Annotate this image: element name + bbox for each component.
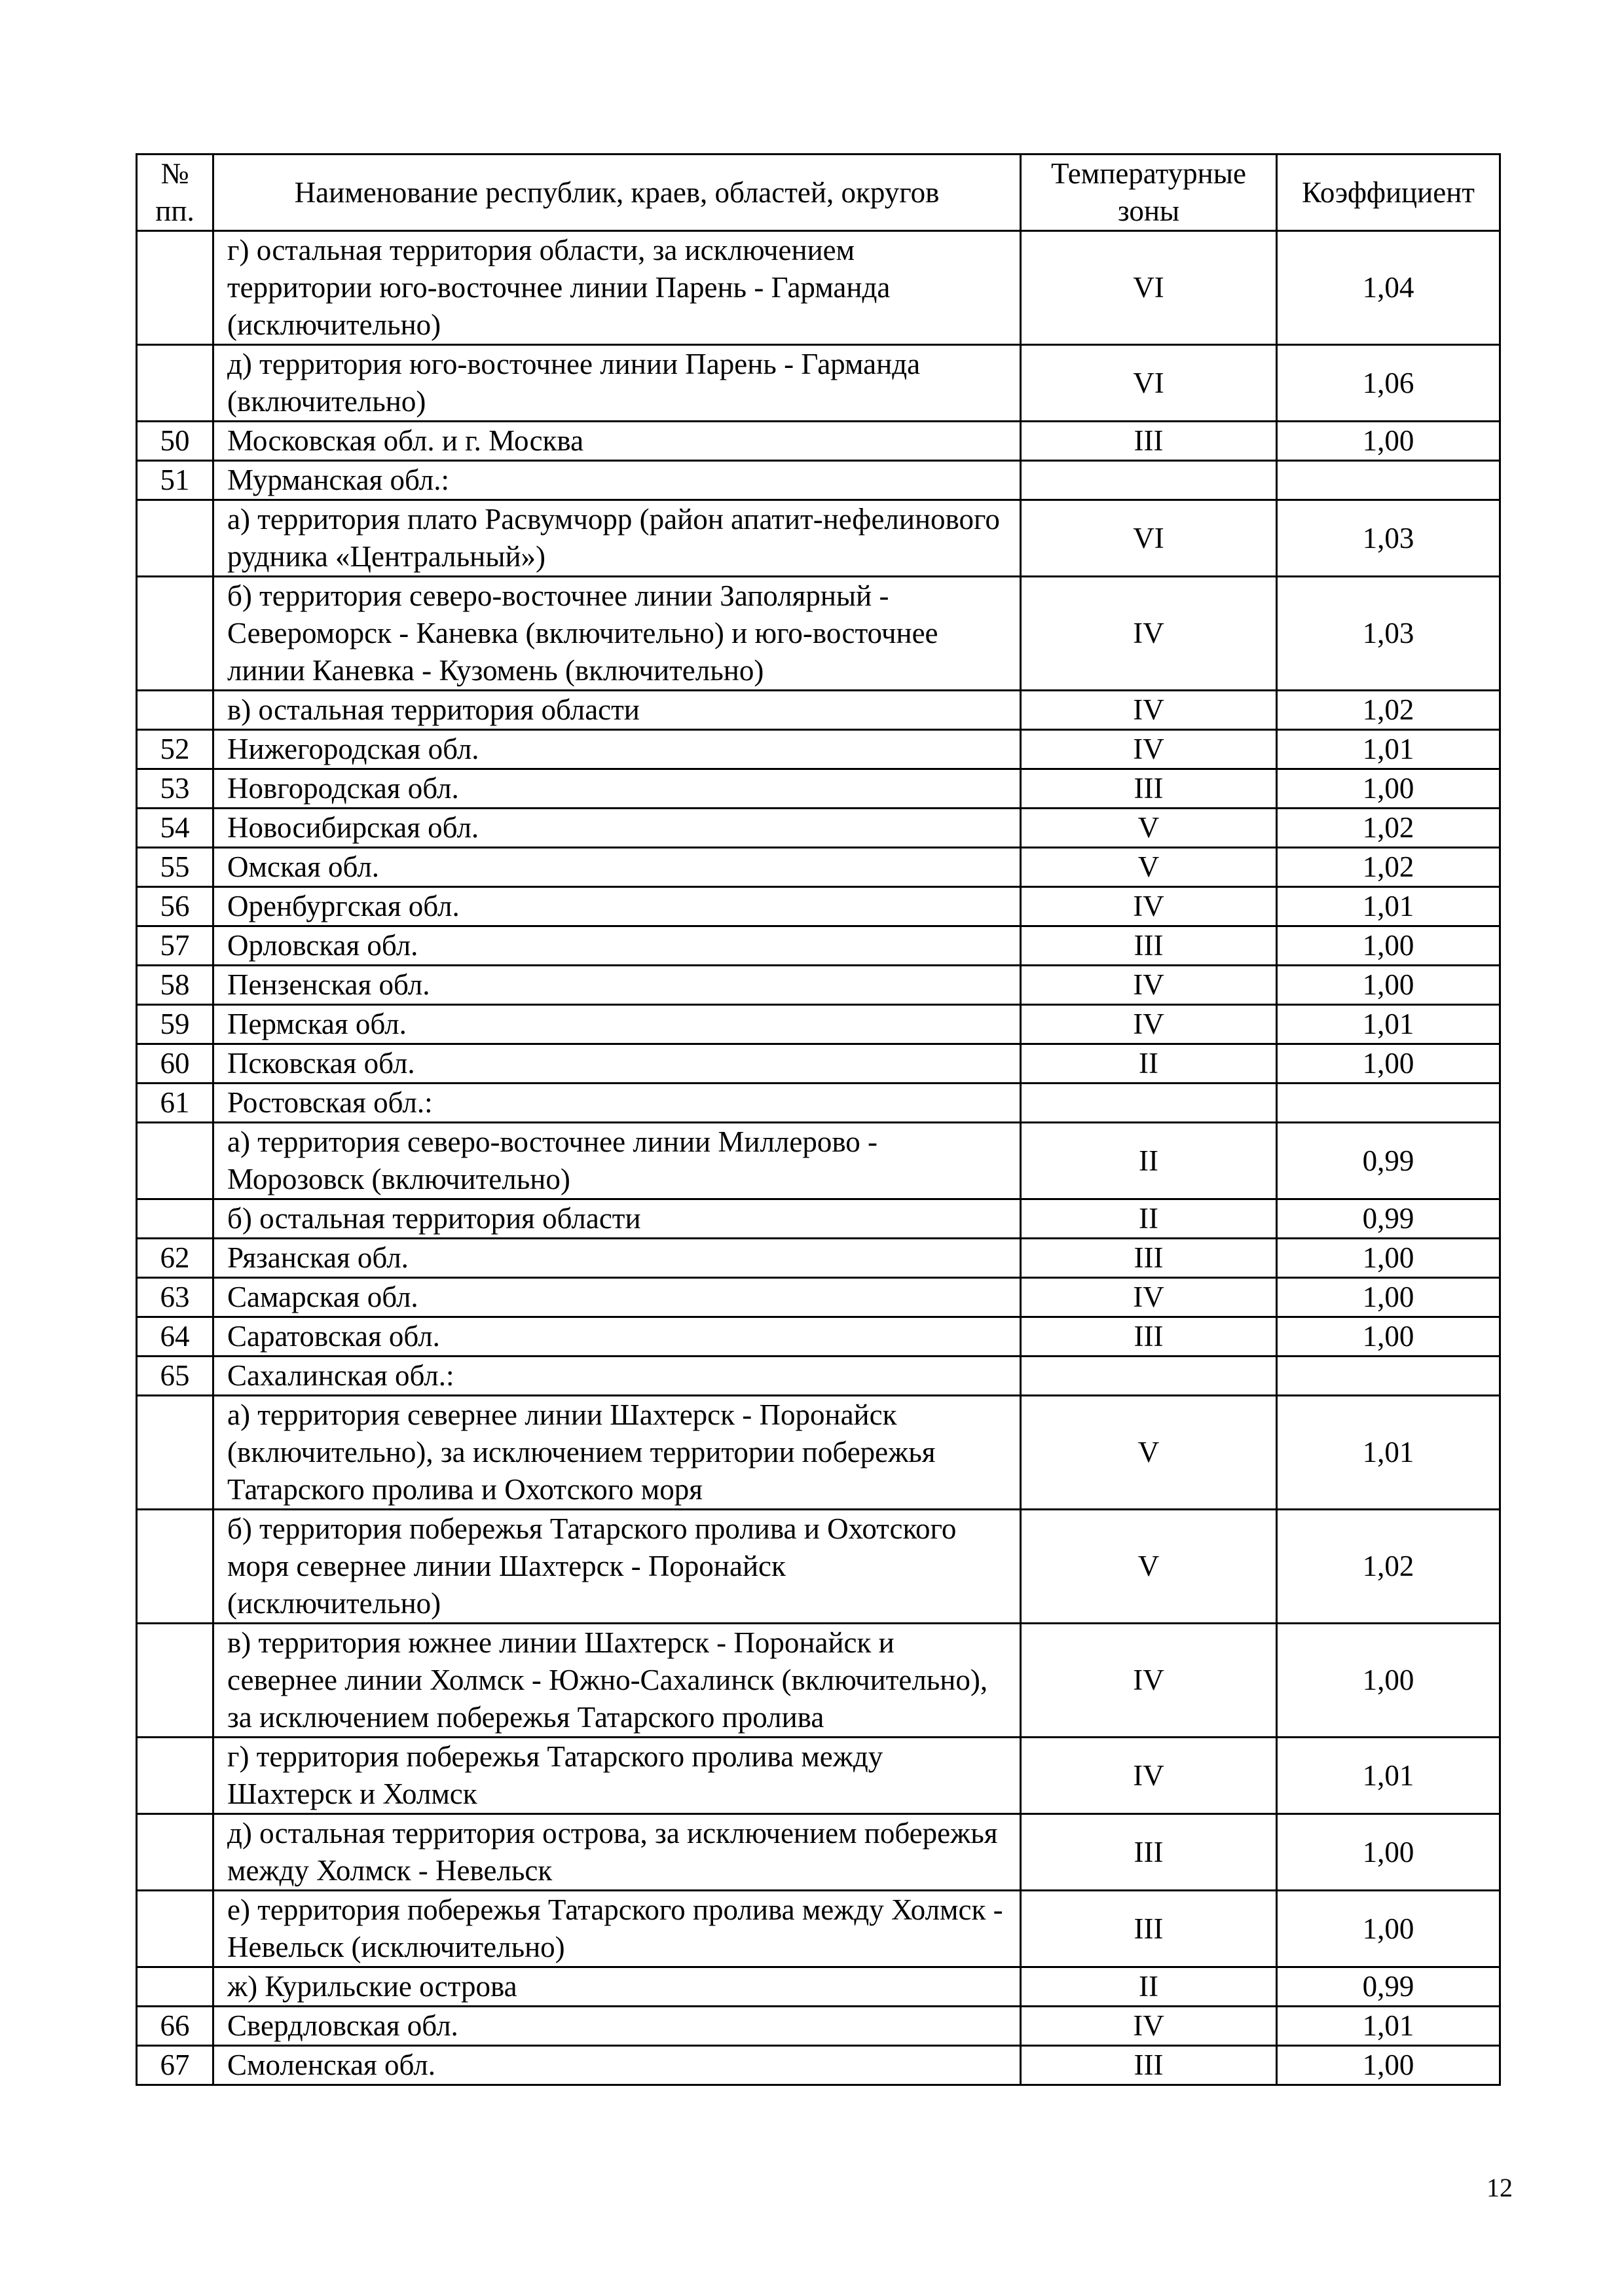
table-row [137,1891,1500,1967]
row-name: Саратовская обл. [213,1317,1021,1357]
row-zone: VI [1021,500,1277,577]
row-number: 62 [137,1239,213,1278]
table-row [137,1814,1500,1891]
row-zone: V [1021,848,1277,887]
row-coefficient: 0,99 [1277,1123,1500,1199]
row-name: Псковская обл. [213,1044,1021,1084]
row-number [137,231,213,345]
row-zone: V [1021,809,1277,848]
row-name: Пермская обл. [213,1005,1021,1044]
row-zone [1021,1084,1277,1123]
row-name: а) территория северо-восточнее линии Миллерово - Морозовск (включительно) [213,1123,1021,1199]
row-zone: III [1021,1814,1277,1891]
row-name: б) территория северо-восточнее линии Заполярный - Североморск - Каневка (включительно) и юго-восточнее линии Каневка - Кузомень (включительно) [213,577,1021,691]
table-row [137,1278,1500,1317]
row-number: 50 [137,422,213,461]
row-number [137,345,213,422]
row-coefficient: 0,99 [1277,1967,1500,2007]
row-zone: III [1021,1239,1277,1278]
row-number: 64 [137,1317,213,1357]
row-name: в) территория южнее линии Шахтерск - Поронайск и севернее линии Холмск - Южно-Сахалинск (включительно), за исключением побережья Татарского пролива [213,1624,1021,1738]
row-number: 60 [137,1044,213,1084]
row-coefficient: 1,00 [1277,1317,1500,1357]
row-number [137,1396,213,1510]
row-coefficient [1277,461,1500,500]
row-name: Новгородская обл. [213,769,1021,809]
row-zone: IV [1021,966,1277,1005]
row-number: 57 [137,926,213,966]
header-name: Наименование республик, краев, областей, округов [213,155,1021,231]
table-row [137,1044,1500,1084]
row-zone: V [1021,1396,1277,1510]
row-name: Пензенская обл. [213,966,1021,1005]
row-name: д) территория юго-восточнее линии Парень - Гарманда (включительно) [213,345,1021,422]
table-row [137,1396,1500,1510]
table-row [137,887,1500,926]
row-coefficient: 1,01 [1277,1738,1500,1814]
table-row [137,730,1500,769]
table-header-row [137,155,1500,231]
table-row [137,1199,1500,1239]
row-coefficient: 1,00 [1277,1624,1500,1738]
row-number: 55 [137,848,213,887]
row-coefficient: 1,00 [1277,926,1500,966]
row-zone: II [1021,1123,1277,1199]
row-name: г) территория побережья Татарского пролива между Шахтерск и Холмск [213,1738,1021,1814]
row-name: б) остальная территория области [213,1199,1021,1239]
row-name: Самарская обл. [213,1278,1021,1317]
row-coefficient: 1,03 [1277,577,1500,691]
row-number [137,1624,213,1738]
row-zone: IV [1021,2007,1277,2046]
row-coefficient: 1,00 [1277,769,1500,809]
row-zone: III [1021,769,1277,809]
row-name: Смоленская обл. [213,2046,1021,2085]
row-name: Новосибирская обл. [213,809,1021,848]
row-zone: IV [1021,1624,1277,1738]
row-coefficient: 1,04 [1277,231,1500,345]
row-coefficient: 1,01 [1277,2007,1500,2046]
row-number [137,1814,213,1891]
row-coefficient: 1,00 [1277,1891,1500,1967]
row-name: Омская обл. [213,848,1021,887]
row-zone: IV [1021,1738,1277,1814]
row-coefficient: 1,00 [1277,1814,1500,1891]
table-row [137,577,1500,691]
row-zone: III [1021,1317,1277,1357]
row-name: е) территория побережья Татарского пролива между Холмск - Невельск (исключительно) [213,1891,1021,1967]
table-row [137,2007,1500,2046]
row-coefficient: 1,00 [1277,422,1500,461]
row-coefficient: 1,00 [1277,1044,1500,1084]
row-name: г) остальная территория области, за исключением территории юго-восточнее линии Парень - Гарманда (исключительно) [213,231,1021,345]
row-name: в) остальная территория области [213,691,1021,730]
row-name: Рязанская обл. [213,1239,1021,1278]
row-coefficient: 1,06 [1277,345,1500,422]
row-name: Сахалинская обл.: [213,1357,1021,1396]
row-zone: IV [1021,1278,1277,1317]
table-body [137,231,1500,2085]
table-row [137,1624,1500,1738]
table-row [137,231,1500,345]
row-name: д) остальная территория острова, за исключением побережья между Холмск - Невельск [213,1814,1021,1891]
row-zone [1021,1357,1277,1396]
table-row [137,2046,1500,2085]
row-coefficient: 1,01 [1277,730,1500,769]
row-name: а) территория плато Расвумчорр (район апатит-нефелинового рудника «Центральный») [213,500,1021,577]
row-number [137,1123,213,1199]
row-name: ж) Курильские острова [213,1967,1021,2007]
table-row [137,809,1500,848]
row-zone: IV [1021,887,1277,926]
row-number: 67 [137,2046,213,2085]
header-num: № пп. [137,155,213,231]
row-name: Ростовская обл.: [213,1084,1021,1123]
row-coefficient: 1,01 [1277,1005,1500,1044]
row-coefficient: 1,02 [1277,809,1500,848]
row-number [137,577,213,691]
row-coefficient: 1,03 [1277,500,1500,577]
table-row [137,1317,1500,1357]
row-number [137,1199,213,1239]
row-number: 54 [137,809,213,848]
row-number: 61 [137,1084,213,1123]
row-zone: II [1021,1967,1277,2007]
row-zone: IV [1021,691,1277,730]
row-name: Московская обл. и г. Москва [213,422,1021,461]
table-row [137,1123,1500,1199]
table-row [137,1084,1500,1123]
row-zone: II [1021,1199,1277,1239]
row-number: 53 [137,769,213,809]
page-number: 12 [1486,2173,1513,2202]
table-row [137,848,1500,887]
table-row [137,461,1500,500]
row-coefficient: 1,00 [1277,2046,1500,2085]
row-name: б) территория побережья Татарского пролива и Охотского моря севернее линии Шахтерск - Поронайск (исключительно) [213,1510,1021,1624]
row-zone: VI [1021,345,1277,422]
row-zone: III [1021,926,1277,966]
table-row [137,691,1500,730]
row-number: 52 [137,730,213,769]
table-row [137,500,1500,577]
table-row [137,1967,1500,2007]
row-zone: VI [1021,231,1277,345]
row-number: 65 [137,1357,213,1396]
table-row [137,926,1500,966]
row-zone: III [1021,2046,1277,2085]
row-name: Оренбургская обл. [213,887,1021,926]
row-zone: III [1021,1891,1277,1967]
table-row [137,769,1500,809]
row-number: 56 [137,887,213,926]
row-coefficient: 1,00 [1277,1239,1500,1278]
row-number: 58 [137,966,213,1005]
row-number [137,1967,213,2007]
row-coefficient [1277,1084,1500,1123]
row-zone: II [1021,1044,1277,1084]
table-row [137,966,1500,1005]
row-name: Мурманская обл.: [213,461,1021,500]
row-coefficient: 1,00 [1277,966,1500,1005]
row-coefficient: 1,01 [1277,887,1500,926]
row-coefficient: 1,00 [1277,1278,1500,1317]
row-zone: IV [1021,730,1277,769]
table-row [137,1005,1500,1044]
row-name: Нижегородская обл. [213,730,1021,769]
table-row [137,1510,1500,1624]
row-number: 59 [137,1005,213,1044]
row-name: а) территория севернее линии Шахтерск - Поронайск (включительно), за исключением территории побережья Татарского пролива и Охотского моря [213,1396,1021,1510]
row-number: 66 [137,2007,213,2046]
row-coefficient: 1,02 [1277,1510,1500,1624]
row-zone: IV [1021,1005,1277,1044]
row-coefficient: 1,01 [1277,1396,1500,1510]
header-coef: Коэффициент [1277,155,1500,231]
row-number [137,1891,213,1967]
row-name: Свердловская обл. [213,2007,1021,2046]
row-zone: V [1021,1510,1277,1624]
table-row [137,1738,1500,1814]
row-number: 63 [137,1278,213,1317]
row-coefficient: 1,02 [1277,691,1500,730]
zones-table [136,153,1501,2086]
row-number [137,691,213,730]
row-number [137,1738,213,1814]
header-zone: Температурные зоны [1021,155,1277,231]
row-number [137,500,213,577]
row-coefficient [1277,1357,1500,1396]
row-number [137,1510,213,1624]
row-zone [1021,461,1277,500]
row-zone: IV [1021,577,1277,691]
row-number: 51 [137,461,213,500]
row-zone: III [1021,422,1277,461]
row-coefficient: 0,99 [1277,1199,1500,1239]
row-coefficient: 1,02 [1277,848,1500,887]
table-row [137,422,1500,461]
table-row [137,1357,1500,1396]
table-row [137,1239,1500,1278]
row-name: Орловская обл. [213,926,1021,966]
table-row [137,345,1500,422]
